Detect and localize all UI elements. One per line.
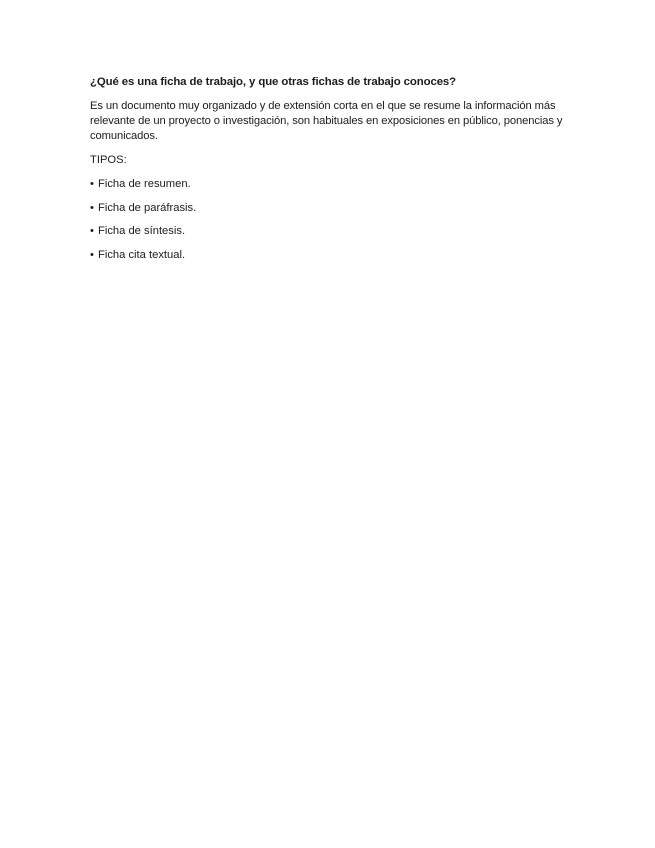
bullet-icon: • — [90, 201, 94, 214]
list-item — [90, 201, 570, 216]
bullet-icon: • — [90, 248, 94, 261]
document-content — [90, 75, 570, 271]
list-item — [90, 177, 570, 192]
bullet-icon: • — [90, 178, 94, 190]
list-item-text: Ficha de resumen. — [98, 178, 191, 190]
bullet-icon: • — [90, 225, 94, 237]
tipos-label: TIPOS: — [90, 154, 127, 166]
list-item-text: Ficha de síntesis. — [98, 225, 186, 237]
list-item-text: Ficha de paráfrasis. — [98, 201, 197, 214]
tipos-list — [90, 177, 570, 263]
answer-paragraph: Es un documento muy organizado y de extensión corta en el que se resume la información más relevante de un proyecto o investigación, son habituales en exposiciones en público, ponencias y comunicados. — [90, 100, 563, 142]
list-item — [90, 248, 570, 263]
list-item — [90, 224, 570, 239]
question-heading: ¿Qué es una ficha de trabajo, y que otras fichas de trabajo conoces? — [90, 76, 457, 88]
list-item-text: Ficha cita textual. — [98, 248, 186, 261]
